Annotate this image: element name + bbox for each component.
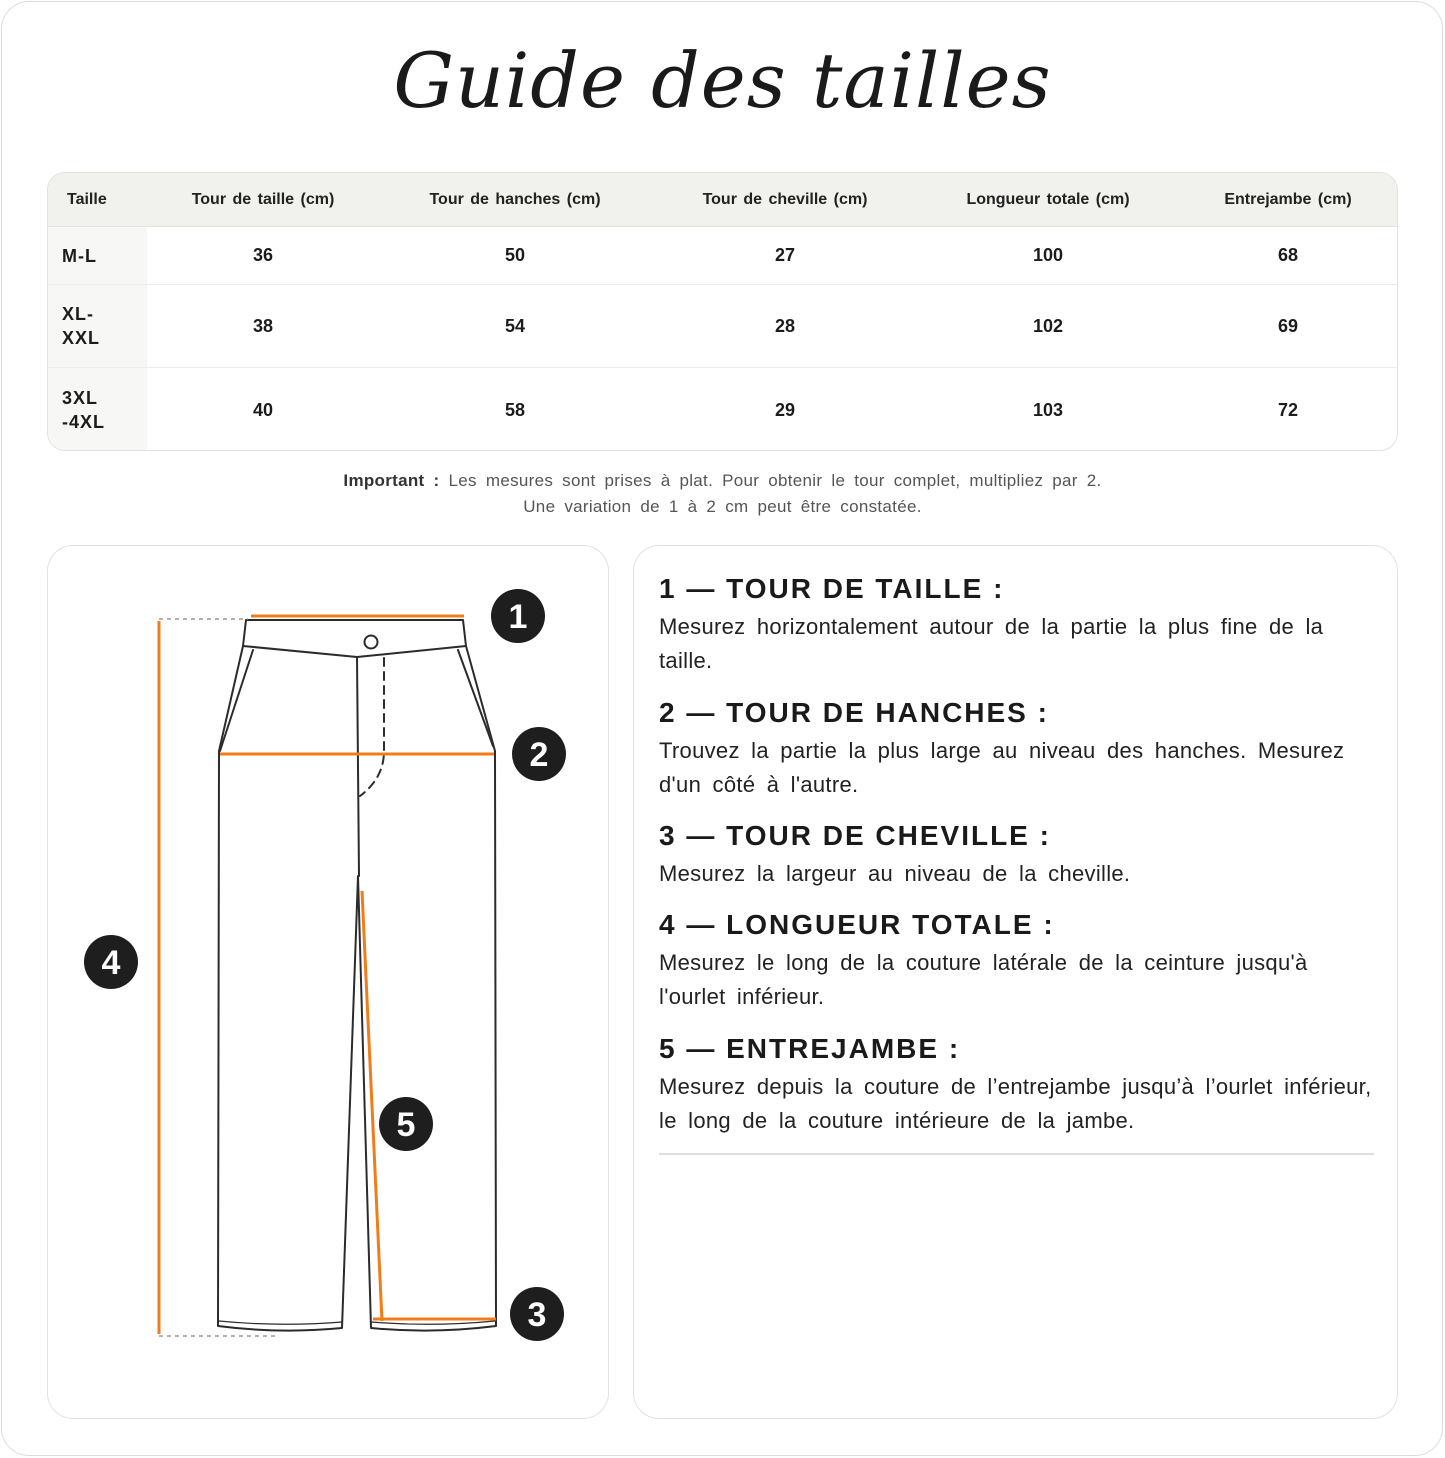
instruction-text: Trouvez la partie la plus large au niveau des hanches. Mesurez d'un côté à l'autre.: [659, 738, 1345, 797]
instruction-heading: 3 — TOUR DE CHEVILLE :: [659, 820, 1051, 851]
page-title: Guide des tailles: [393, 36, 1052, 125]
size-label: XL- XXL: [62, 304, 101, 348]
cell-inseam: 72: [1277, 399, 1299, 420]
cell-ankle: 29: [774, 399, 796, 420]
cell-length: 103: [1032, 399, 1064, 420]
marker-2-label: 2: [529, 736, 549, 774]
size-cell: [48, 285, 147, 367]
header-tour-hanches: Tour de hanches (cm): [429, 191, 601, 208]
instruction-ankle: [659, 819, 1374, 891]
measure-lines: [159, 616, 496, 1334]
marker-1-icon: [491, 589, 545, 643]
instruction-waist: [659, 572, 1374, 678]
instruction-text: Mesurez depuis la couture de l’entrejambe jusqu’à l’ourlet inférieur, le long de la couture intérieure de la jambe.: [659, 1074, 1372, 1133]
instruction-text: Mesurez horizontalement autour de la partie la plus fine de la taille.: [659, 614, 1324, 673]
marker-3-icon: [510, 1287, 564, 1341]
marker-2-icon: [512, 727, 566, 781]
cell-inseam: 68: [1277, 245, 1299, 265]
marker-5-icon: [379, 1097, 433, 1151]
marker-3-label: 3: [527, 1296, 547, 1334]
marker-5-label: 5: [396, 1106, 416, 1144]
table-row: [48, 368, 1397, 451]
size-table: [47, 172, 1398, 451]
header-longueur-totale: Longueur totale (cm): [966, 191, 1130, 208]
instruction-inseam: [659, 1032, 1374, 1138]
pants-diagram: [48, 546, 610, 1420]
header-tour-taille: Tour de taille (cm): [191, 191, 335, 208]
size-label: 3XL -4XL: [62, 388, 106, 432]
cell-hips: 50: [504, 245, 526, 265]
measurement-note: [0, 471, 1445, 491]
cell-length: 102: [1032, 315, 1064, 336]
instruction-text: Mesurez le long de la couture latérale de la ceinture jusqu'à l'ourlet inférieur.: [659, 950, 1308, 1009]
instruction-hips: [659, 696, 1374, 802]
header-tour-cheville: Tour de cheville (cm): [702, 191, 868, 208]
size-label: M-L: [62, 245, 97, 266]
header-entrejambe: Entrejambe (cm): [1224, 191, 1352, 208]
instruction-heading: 1 — TOUR DE TAILLE :: [659, 573, 1005, 604]
divider: [659, 1153, 1374, 1155]
note-line-2: Une variation de 1 à 2 cm peut être constatée.: [523, 497, 922, 516]
header-taille: Taille: [67, 191, 107, 208]
instruction-heading: 5 — ENTREJAMBE :: [659, 1033, 961, 1064]
instruction-length: [659, 908, 1374, 1014]
cell-length: 100: [1032, 245, 1064, 265]
pants-outline: [218, 620, 496, 1331]
cell-hips: 54: [504, 315, 526, 336]
cell-inseam: 69: [1277, 315, 1299, 336]
table-row: [48, 227, 1397, 285]
cell-ankle: 27: [774, 245, 796, 265]
note-label: Important :: [343, 471, 440, 490]
table-header: [48, 173, 1397, 227]
pants-diagram-card: [47, 545, 609, 1419]
cell-waist: 40: [252, 399, 274, 420]
instruction-heading: 2 — TOUR DE HANCHES :: [659, 697, 1049, 728]
size-cell: [48, 227, 147, 284]
marker-1-label: 1: [508, 598, 528, 636]
note-line-1: Les mesures sont prises à plat. Pour obtenir le tour complet, multipliez par 2.: [448, 471, 1102, 490]
cell-ankle: 28: [774, 315, 796, 336]
cell-waist: 36: [252, 245, 274, 265]
instruction-text: Mesurez la largeur au niveau de la cheville.: [659, 861, 1131, 886]
measurement-instructions-card: [633, 545, 1398, 1419]
size-cell: [48, 368, 147, 451]
instruction-heading: 4 — LONGUEUR TOTALE :: [659, 909, 1055, 940]
marker-4-icon: [84, 935, 138, 989]
cell-waist: 38: [252, 315, 274, 336]
table-row: [48, 285, 1397, 368]
marker-4-label: 4: [101, 944, 121, 982]
cell-hips: 58: [504, 399, 526, 420]
